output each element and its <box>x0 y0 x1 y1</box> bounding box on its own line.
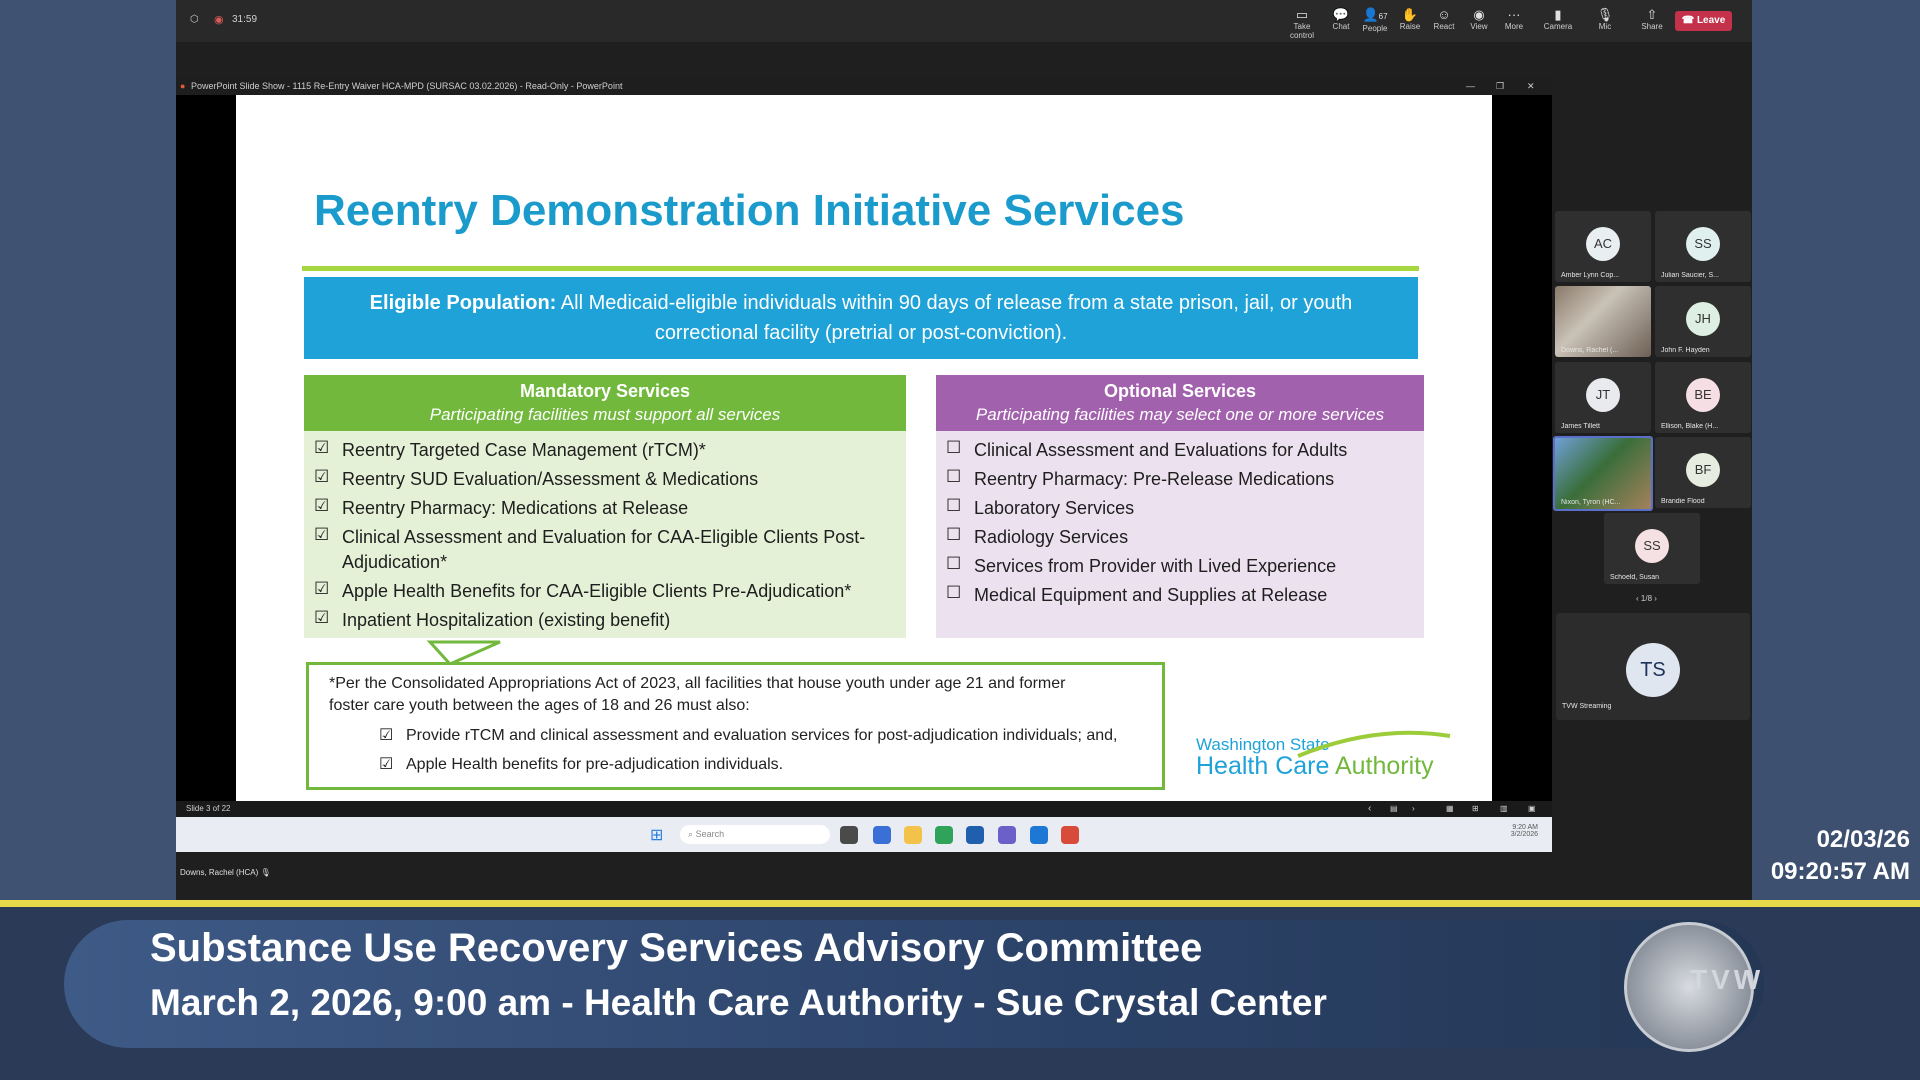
search-icon: ⌕ <box>688 829 694 839</box>
checked-box-icon: ☑ <box>379 727 394 744</box>
participant-tile[interactable] <box>1655 362 1751 433</box>
raise-hand-button[interactable]: ✋ Raise <box>1395 8 1425 31</box>
lower-third-accent <box>0 900 1920 907</box>
people-button[interactable]: 👤67 People <box>1360 8 1390 33</box>
background-left <box>0 0 176 900</box>
reading-view-icon[interactable]: ▥ <box>1500 804 1508 813</box>
slideshow-statusbar: Slide 3 of 22 ‹ ▤ › ▦ ⊞ ▥ ▣ <box>176 801 1552 817</box>
list-item: Clinical Assessment and Evaluation for CAA-Eligible Clients Post- <box>342 527 866 547</box>
more-icon: ··· <box>1507 7 1521 22</box>
mic-icon: 🎙 <box>1596 7 1614 22</box>
grid-view-icon[interactable]: ⊞ <box>1472 804 1479 813</box>
task-view-icon[interactable] <box>840 826 858 844</box>
participant-tile[interactable] <box>1655 211 1751 282</box>
checked-box-icon: ☑ <box>314 525 330 544</box>
participant-name: Schoeld, Susan <box>1610 574 1660 581</box>
broadcast-time: 09:20:57 AM <box>1770 858 1910 885</box>
avatar: SS <box>1635 529 1669 563</box>
unchecked-box-icon: ☐ <box>946 438 962 457</box>
powerpoint-icon: ● <box>180 81 186 91</box>
participant-name: Ellison, Blake (H... <box>1661 423 1719 430</box>
edge-icon[interactable] <box>873 826 891 844</box>
mic-button[interactable]: 🎙 Mic <box>1590 8 1620 31</box>
participant-tile[interactable] <box>1555 362 1651 433</box>
recording-icon: ◉ <box>214 14 224 26</box>
participant-tile[interactable] <box>1555 211 1651 282</box>
eligible-population-banner: Eligible Population: All Medicaid-eligible individuals within 90 days of release from a state prison, jail, or youth correctional facility (pretrial or post-conviction). <box>304 277 1418 359</box>
program-title: Substance Use Recovery Services Advisory Committee <box>150 926 1203 970</box>
list-item-continued: Adjudication* <box>342 552 448 572</box>
mandatory-services-list <box>304 431 906 638</box>
avatar: JT <box>1586 378 1620 412</box>
avatar: AC <box>1586 227 1620 261</box>
avatar: BF <box>1686 453 1720 487</box>
mandatory-services-header: Mandatory Services Participating facilities must support all services <box>304 375 906 431</box>
camera-button[interactable]: ▮ Camera <box>1543 7 1573 31</box>
chat-icon: 💬 <box>1332 7 1350 22</box>
checked-box-icon: ☑ <box>314 579 330 598</box>
windows-taskbar <box>176 817 1552 852</box>
unchecked-box-icon: ☐ <box>946 496 962 515</box>
participant-video-tile[interactable] <box>1555 286 1651 357</box>
footnote-line: foster care youth between the ages of 18 and 26 must also: <box>329 697 750 714</box>
participant-name: Julian Saucier, S... <box>1661 272 1719 279</box>
list-item: Reentry Pharmacy: Pre-Release Medications <box>974 469 1335 489</box>
taskbar-search[interactable]: ⌕ Search <box>680 825 830 844</box>
list-item: Services from Provider with Lived Experience <box>974 556 1337 576</box>
participant-pager[interactable]: ‹ 1/8 › <box>1636 594 1657 603</box>
list-item: Clinical Assessment and Evaluations for Adults <box>974 440 1348 460</box>
list-item: Medical Equipment and Supplies at Release <box>974 585 1328 605</box>
title-divider <box>302 266 1419 271</box>
participant-tile[interactable] <box>1655 437 1751 508</box>
unchecked-box-icon: ☐ <box>946 467 962 486</box>
file-explorer-icon[interactable] <box>904 826 922 844</box>
broadcast-date: 02/03/26 <box>1816 826 1910 853</box>
unchecked-box-icon: ☐ <box>946 583 962 602</box>
list-item: Laboratory Services <box>974 498 1135 518</box>
avatar: JH <box>1686 302 1720 336</box>
shield-icon: ⬡ <box>190 14 199 25</box>
hca-logo-line1: Washington State <box>1196 735 1330 754</box>
checked-box-icon: ☑ <box>314 496 330 515</box>
tvw-logo-text: TVW <box>1690 964 1765 995</box>
powerpoint-app-icon[interactable] <box>1061 826 1079 844</box>
checked-box-icon: ☑ <box>314 438 330 457</box>
footnote-line: *Per the Consolidated Appropriations Act of 2023, all facilities that house youth under age 21 and former <box>329 675 1066 692</box>
participant-tile[interactable] <box>1604 513 1700 584</box>
hca-logo-swoosh <box>1296 730 1452 760</box>
close-icon[interactable]: ✕ <box>1527 81 1535 91</box>
list-item: Radiology Services <box>974 527 1129 547</box>
participant-name: Nixon, Tyron (HC... <box>1561 499 1621 506</box>
windows-start-icon[interactable]: ⊞ <box>650 827 664 844</box>
unchecked-box-icon: ☐ <box>946 554 962 573</box>
participant-name: Amber Lynn Cop... <box>1561 272 1620 279</box>
participant-name: TVW Streaming <box>1562 703 1612 710</box>
mic-off-icon: 🎙 <box>260 868 271 877</box>
phone-icon: ☎ <box>1681 15 1697 26</box>
participant-name: Downs, Rachel (... <box>1561 347 1619 354</box>
chat-button[interactable]: 💬 Chat <box>1326 8 1356 31</box>
optional-services-header: Optional Services Participating facilities may select one or more services <box>936 375 1424 431</box>
chevron-left-icon[interactable]: ‹ <box>1636 594 1641 603</box>
teams-icon[interactable] <box>998 826 1016 844</box>
store-icon[interactable] <box>966 826 984 844</box>
avatar: TS <box>1626 643 1680 697</box>
next-slide-icon[interactable]: › <box>1412 804 1415 813</box>
minimize-icon[interactable]: — <box>1466 81 1475 91</box>
powerpoint-titlebar: ● PowerPoint Slide Show - 1115 Re-Entry Waiver HCA-MPD (SURSAC 03.02.2026) - Read-Only - PowerPoint — ❐ ✕ <box>176 78 1552 95</box>
list-item: Reentry Targeted Case Management (rTCM)* <box>342 440 706 460</box>
footnote-bullet: Apple Health benefits for pre-adjudication individuals. <box>406 756 784 773</box>
program-subtitle: March 2, 2026, 9:00 am - Health Care Authority - Sue Crystal Center <box>150 982 1327 1023</box>
list-item: Reentry Pharmacy: Medications at Release <box>342 498 689 518</box>
view-icon: ◉ <box>1473 7 1485 22</box>
participant-tile[interactable] <box>1655 286 1751 357</box>
people-icon: 👤67 <box>1362 7 1388 22</box>
checked-box-icon: ☑ <box>314 608 330 627</box>
view-button[interactable]: ◉ View <box>1464 8 1494 31</box>
taskbar-clock: 9:20 AM 3/2/2026 <box>1510 824 1538 838</box>
chrome-icon[interactable] <box>935 826 953 844</box>
hca-logo: Health Care Authority <box>1196 752 1434 780</box>
slide-sorter-icon[interactable]: ▤ <box>1390 804 1398 813</box>
previous-slide-icon[interactable]: ‹ <box>1368 803 1372 814</box>
list-item: Reentry SUD Evaluation/Assessment & Medications <box>342 469 759 489</box>
notes-view-icon[interactable]: ▦ <box>1446 804 1454 813</box>
share-button[interactable]: ⇧ Share <box>1637 8 1667 31</box>
more-button[interactable]: ··· More <box>1499 8 1529 31</box>
unchecked-box-icon: ☐ <box>946 525 962 544</box>
meeting-timer: 31:59 <box>232 14 258 25</box>
share-icon: ⇧ <box>1646 7 1658 22</box>
participant-name: John F. Hayden <box>1661 347 1710 354</box>
camera-icon: ▮ <box>1554 7 1562 22</box>
participant-video-tile[interactable] <box>1553 436 1653 511</box>
participant-name: James Tillett <box>1561 423 1600 430</box>
checked-box-icon: ☑ <box>379 756 394 773</box>
participant-name: Brandie Flood <box>1661 498 1705 505</box>
react-button[interactable]: ☺ React <box>1429 8 1459 31</box>
raise-hand-icon: ✋ <box>1401 7 1419 22</box>
avatar: BE <box>1686 378 1720 412</box>
footnote-bullet: Provide rTCM and clinical assessment and evaluation services for post-adjudication individuals; and, <box>406 727 1118 744</box>
avatar: SS <box>1686 227 1720 261</box>
list-item: Inpatient Hospitalization (existing benefit) <box>342 610 671 630</box>
background-right <box>1752 0 1920 900</box>
chevron-right-icon[interactable]: › <box>1652 594 1657 603</box>
presenter-view-icon[interactable]: ▣ <box>1528 804 1536 813</box>
restore-icon[interactable]: ❐ <box>1496 81 1505 91</box>
slide-title: Reentry Demonstration Initiative Services <box>314 186 1185 235</box>
checked-box-icon: ☑ <box>314 467 330 486</box>
leave-button[interactable]: ☎ Leave <box>1675 11 1732 31</box>
optional-services-list <box>936 431 1424 638</box>
take-control-button[interactable]: ▭ Take control <box>1287 8 1317 40</box>
react-icon: ☺ <box>1437 7 1451 22</box>
list-item: Apple Health Benefits for CAA-Eligible Clients Pre-Adjudication* <box>342 581 852 601</box>
share-tray-icon: ▭ <box>1295 7 1309 22</box>
presenter-name-label: Downs, Rachel (HCA) 🎙 <box>180 868 271 877</box>
caa-footnote-box <box>306 662 1165 790</box>
outlook-icon[interactable] <box>1030 826 1048 844</box>
